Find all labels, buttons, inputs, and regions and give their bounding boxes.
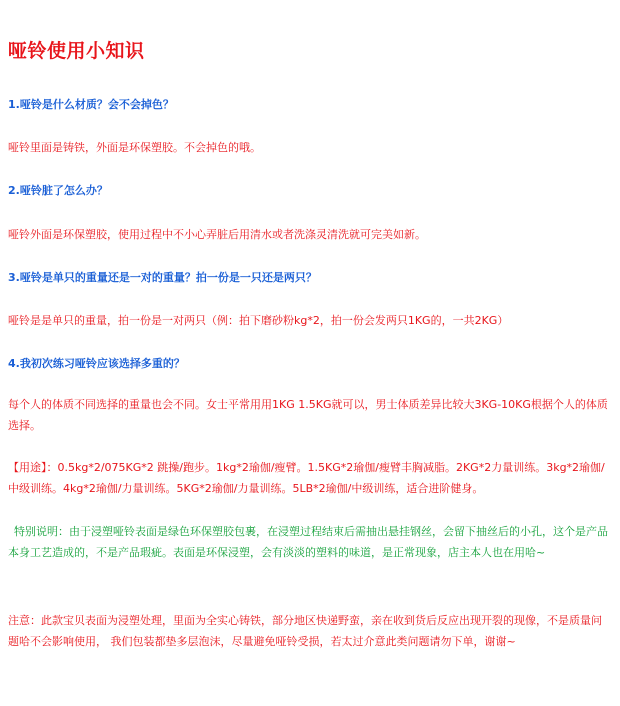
faq-question-3: 3.哑铃是单只的重量还是一对的重量？拍一份是一只还是两只？ bbox=[8, 271, 317, 284]
faq-question-1: 1.哑铃是什么材质？会不会掉色？ bbox=[8, 98, 174, 111]
faq-answer-1: 哑铃里面是铸铁，外面是环保塑胶。不会掉色的哦。 bbox=[8, 141, 261, 154]
faq-question-2: 2.哑铃脏了怎么办？ bbox=[8, 184, 108, 197]
faq-answer-4: 每个人的体质不同选择的重量也会不同。女士平常用用1KG 1.5KG就可以，男士体质差异比较大3KG-10KG根据个人的体质选择。 bbox=[8, 398, 608, 432]
special-note-paragraph: 特别说明：由于浸塑哑铃表面是绿色环保塑胶包裹，在浸塑过程结束后需抽出悬挂钢丝，会留下抽丝后的小孔，这个是产品本身工艺造成的，不是产品瑕疵。表面是环保浸塑，会有淡淡的塑料的味道，是正常现象，店主本人也在用哈~ bbox=[8, 525, 608, 559]
notice-paragraph: 注意：此款宝贝表面为浸塑处理，里面为全实心铸铁，部分地区快递野蛮，亲在收到货后反应出现开裂的现像，不是质量问题哈不会影响使用， 我们包装都垫多层泡沫，尽量避免哑铃受损，若太过介意此类问题请勿下单，谢谢~ bbox=[8, 614, 602, 648]
usage-paragraph: 【用途】：0.5kg*2/075KG*2 跳操/跑步。1kg*2瑜伽/瘦臂。1.5KG*2瑜伽/瘦臂丰胸减脂。2KG*2力量训练。3kg*2瑜伽/中级训练。4kg*2瑜伽/力量训练。5KG*2瑜伽/力量训练。5LB*2瑜伽/中级训练，适合进阶健身。 bbox=[8, 461, 605, 495]
faq-answer-2: 哑铃外面是环保塑胶，使用过程中不小心弄脏后用清水或者洗涤灵清洗就可完美如新。 bbox=[8, 228, 426, 241]
faq-question-4: 4.我初次练习哑铃应该选择多重的？ bbox=[8, 357, 185, 370]
page-title: 哑铃使用小知识 bbox=[8, 40, 145, 62]
faq-answer-3: 哑铃是是单只的重量，拍一份是一对两只（例：拍下磨砂粉kg*2，拍一份会发两只1KG的，一共2KG） bbox=[8, 314, 509, 327]
